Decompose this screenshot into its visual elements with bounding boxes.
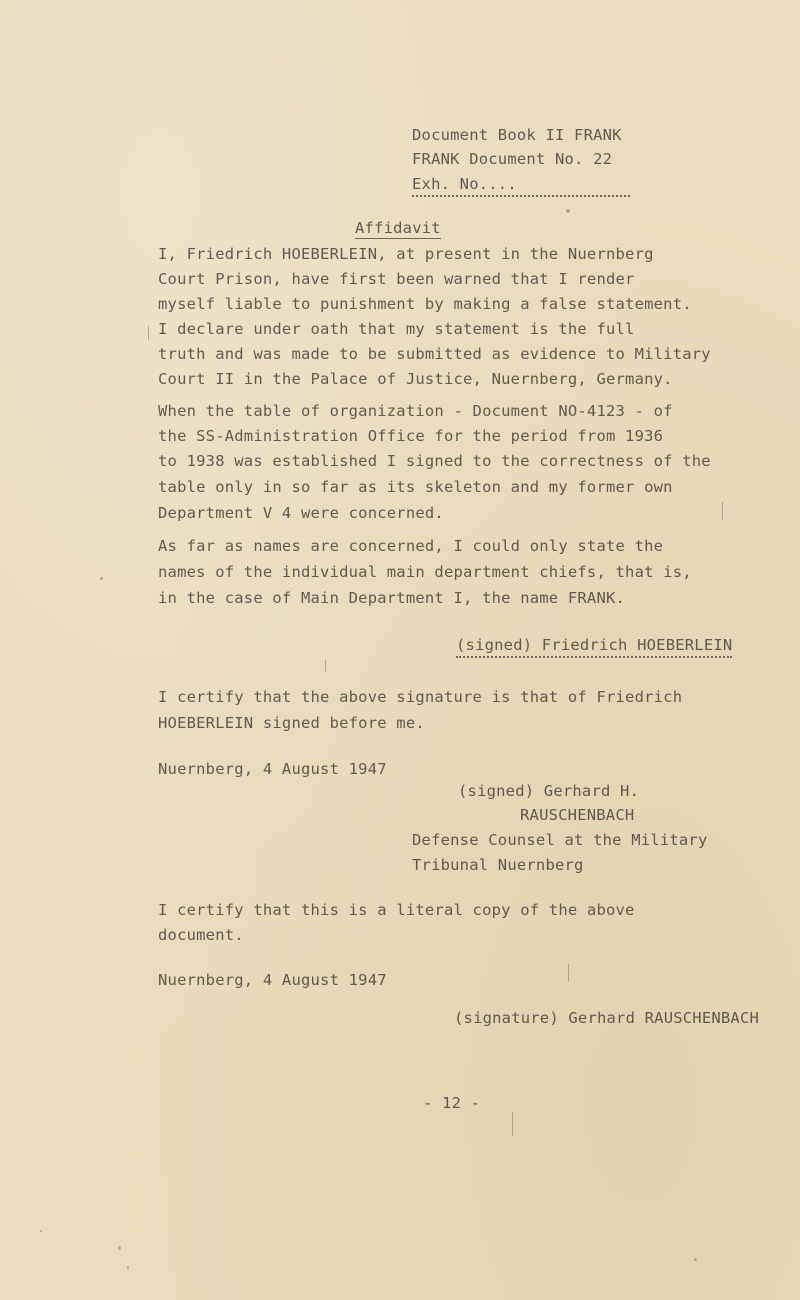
certification-1-line: I certify that the above signature is that of Friedrich [158,688,683,706]
paper-speck [118,1246,121,1250]
signature-rauschenbach: (signature) Gerhard RAUSCHENBACH [454,1009,760,1027]
signature-block-2-line: RAUSCHENBACH [520,806,635,824]
paragraph-2-line: to 1938 was established I signed to the correctness of the [158,452,711,470]
place-date-1: Nuernberg, 4 August 1947 [158,760,387,778]
paragraph-2-line: the SS-Administration Office for the period from 1936 [158,427,664,445]
paper-speck [127,1266,129,1269]
certification-2-line: I certify that this is a literal copy of the above [158,901,635,919]
page-number: - 12 - [423,1094,481,1112]
paragraph-1-line: truth and was made to be submitted as evidence to Military [158,345,711,363]
paper-speck [100,577,103,580]
paragraph-1-line: I, Friedrich HOEBERLEIN, at present in the Nuernberg [158,245,654,263]
stray-pencil-mark [325,660,326,672]
header-exhibit-number: Exh. No.... [412,177,630,197]
paragraph-1-line: I declare under oath that my statement is the full [158,320,635,338]
signature-block-2-line: Tribunal Nuernberg [412,856,584,874]
stray-pencil-mark [512,1112,513,1136]
paragraph-1-line: Court Prison, have first been warned that I render [158,270,635,288]
paragraph-1-line: Court II in the Palace of Justice, Nuernberg, Germany. [158,370,673,388]
document-title: Affidavit [355,219,441,237]
paragraph-2-line: Department V 4 were concerned. [158,504,444,522]
paragraph-2-line: table only in so far as its skeleton and my former own [158,478,673,496]
stray-pencil-mark [722,502,723,520]
signature-hoeberlein: (signed) Friedrich HOEBERLEIN [456,638,732,658]
paragraph-1-line: myself liable to punishment by making a false statement. [158,295,692,313]
header-document-book: Document Book II FRANK [412,126,622,144]
certification-1-line: HOEBERLEIN signed before me. [158,714,425,732]
certification-2-line: document. [158,926,244,944]
paragraph-3-line: in the case of Main Department I, the name FRANK. [158,589,626,607]
paragraph-3-line: names of the individual main department chiefs, that is, [158,563,692,581]
stray-pencil-mark [568,964,569,982]
place-date-2: Nuernberg, 4 August 1947 [158,971,387,989]
signature-block-2-line: (signed) Gerhard H. [458,782,640,800]
paragraph-3-line: As far as names are concerned, I could only state the [158,537,664,555]
paper-speck [694,1258,697,1261]
signature-block-2-line: Defense Counsel at the Military [412,831,708,849]
paper-speck [40,1230,42,1232]
header-document-number: FRANK Document No. 22 [412,150,613,168]
paragraph-2-line: When the table of organization - Document NO-4123 - of [158,402,673,420]
paper-speck [566,209,570,213]
stray-pencil-mark [148,326,149,340]
